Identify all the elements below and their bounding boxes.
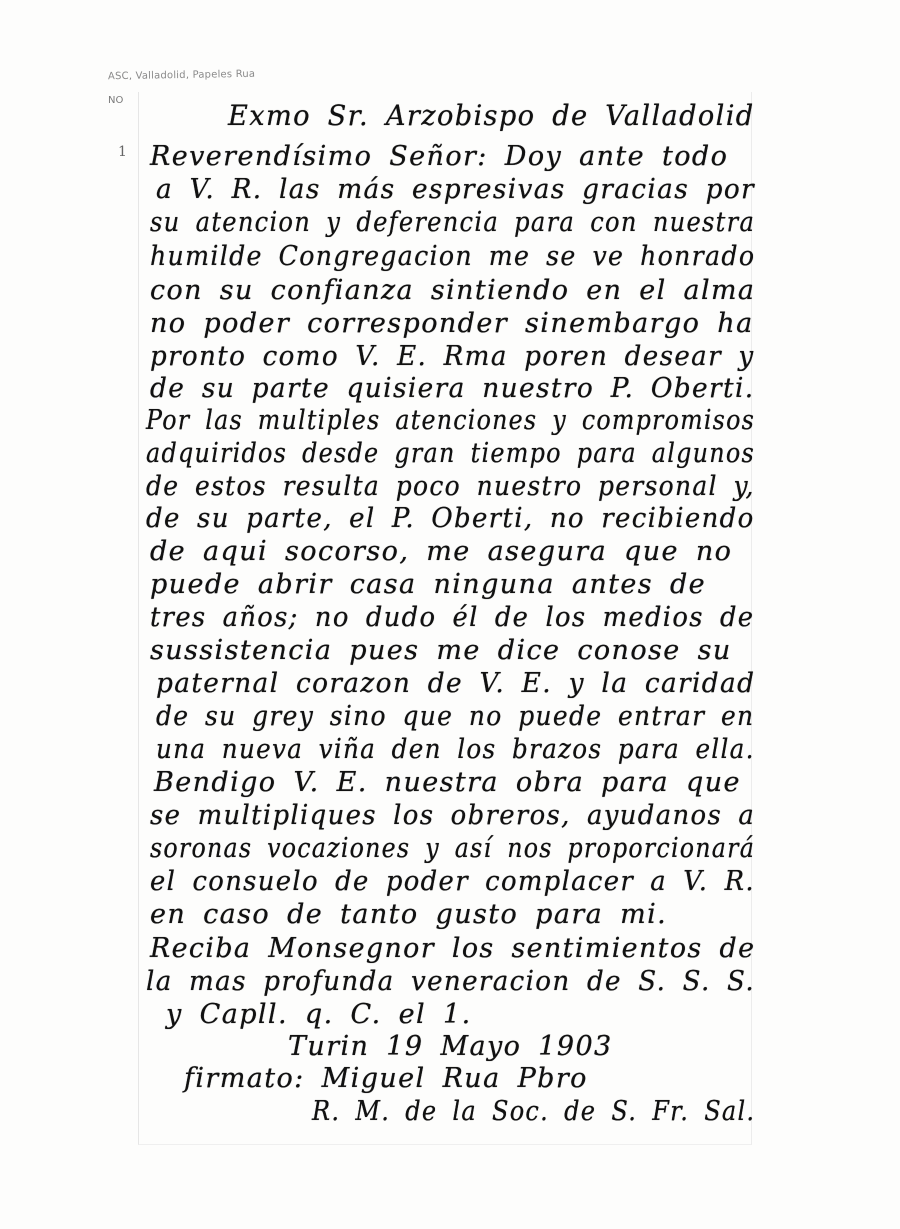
body-line: tres años; no dudo él de los medios de xyxy=(150,602,755,633)
body-line: su atencion y deferencia para con nuestra xyxy=(150,207,756,238)
archive-note: ASC, Valladolid, Papeles Rua xyxy=(107,68,256,83)
body-line: la mas profunda veneracion de S. S. S. xyxy=(146,966,755,997)
body-line: de su parte, el P. Oberti, no recibiendo xyxy=(146,503,755,534)
body-line: una nueva viña den los brazos para ella. xyxy=(156,734,755,765)
body-line: Bendigo V. E. nuestra obra para que xyxy=(154,767,741,798)
body-line: paternal corazon de V. E. y la caridad xyxy=(156,668,756,699)
sender-title-line: R. M. de la Soc. de S. Fr. Sal. xyxy=(312,1096,756,1127)
body-line: con su confianza sintiendo en el alma xyxy=(150,275,756,306)
body-line: puede abrir casa ninguna antes de xyxy=(150,569,707,600)
letter-heading: Exmo Sr. Arzobispo de Valladolid xyxy=(228,99,755,132)
body-line: soronas vocaziones y así nos proporcionará xyxy=(150,833,756,864)
margin-mark: 1 xyxy=(118,144,127,160)
body-line: no poder corresponder sinembargo ha xyxy=(150,308,754,339)
signature-line: firmato: Miguel Rua Pbro xyxy=(184,1063,588,1094)
body-line: de estos resulta poco nuestro personal y, xyxy=(146,471,755,502)
body-line: a V. R. las más espresivas gracias por xyxy=(156,174,755,205)
body-line: humilde Congregacion me se ve honrado xyxy=(150,241,756,272)
body-line: de su grey sino que no puede entrar en xyxy=(156,701,755,732)
body-line: pronto como V. E. Rma poren desear y xyxy=(150,341,755,372)
body-line: sussistencia pues me dice conose su xyxy=(150,635,732,666)
body-line: y Capll. q. C. el 1. xyxy=(166,999,472,1030)
body-line: Por las multiples atenciones y compromisos xyxy=(146,405,756,436)
body-line: el consuelo de poder complacer a V. R. xyxy=(150,866,755,897)
body-line: Reciba Monsegnor los sentimientos de xyxy=(150,933,756,964)
body-line: de su parte quisiera nuestro P. Oberti. xyxy=(150,373,755,404)
archive-number: NO xyxy=(108,95,124,106)
body-line: adquiridos desde gran tiempo para algunos xyxy=(146,438,755,469)
body-line: Reverendísimo Señor: Doy ante todo xyxy=(150,141,729,172)
body-line: en caso de tanto gusto para mi. xyxy=(150,899,668,930)
body-line: se multipliques los obreros, ayudanos a xyxy=(150,800,756,831)
date-line: Turin 19 Mayo 1903 xyxy=(288,1031,613,1062)
body-line: de aqui socorso, me asegura que no xyxy=(150,536,733,567)
